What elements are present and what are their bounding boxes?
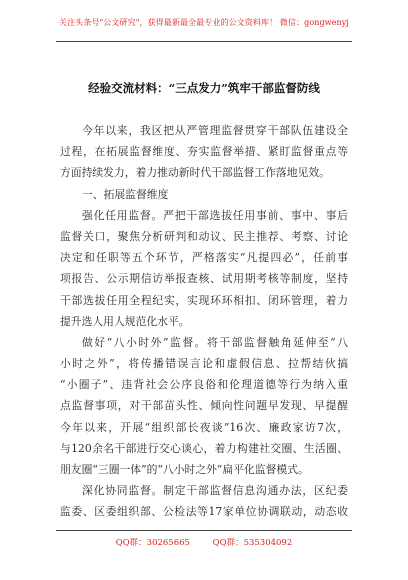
body-line: 朋友圈“三圈一体”的“八小时之外”扁平化监督模式。 (60, 463, 309, 476)
document-title: 经验交流材料：“三点发力”筑牢干部监督防线 (88, 81, 320, 95)
section-heading: 一、拓展监督维度 (82, 187, 169, 201)
footer-divider (56, 530, 352, 531)
body-line: 过程，在拓展监督维度、夯实监督举措、紧盯监督重点等 (60, 145, 348, 159)
body-line: 小时之外”，将传播错误言论和虚假信息、拉帮结伙搞 (60, 357, 348, 371)
header-promo-note: 关注头条号"公文研究"，获得最新最全最专业的公文资料库！ 微信：gongwenyj (59, 18, 349, 27)
body-line: 点监督事项，对干部苗头性、倾向性问题早发现、早提醒 (60, 399, 348, 413)
body-line: 今年以来，我区把从严管理监督贯穿干部队伍建设全 (82, 124, 348, 137)
body-line: 深化协同监督。制定干部监督信息沟通办法，区纪委 (82, 484, 348, 498)
footer-qq-group-1: QQ群：30265665 (115, 538, 190, 548)
document-body (60, 120, 348, 523)
body-line: 决定和任职等五个环节，严格落实“凡提四必”，任前事 (60, 251, 348, 265)
body-line: 提升选人用人规范化水平。 (60, 314, 190, 328)
body-line: 方面持续发力，着力推动新时代干部监督工作落地见效。 (60, 166, 330, 180)
body-line: 今年以来，开展“组织部长夜谈”16次、廉政家访7次， (60, 420, 348, 434)
body-line: 监委、区委组织部、公检法等17家单位协调联动，动态收 (60, 505, 348, 519)
body-line: “小圈子”、违背社会公序良俗和伦理道德等行为纳入重 (60, 378, 348, 392)
header-divider (56, 41, 352, 42)
footer-contact (0, 536, 408, 548)
body-line: 干部选拔任用全程纪实，实现环环相扣、闭环管理，着力 (60, 293, 348, 307)
body-line: 做好“八小时外”监督。将干部监督触角延伸至“八 (82, 335, 348, 349)
body-line: 项报告、公示期信访举报查核、试用期考核等制度，坚持 (60, 272, 348, 286)
footer-qq-group-2: QQ群：535304092 (212, 538, 293, 548)
body-line: 监督关口，聚焦分析研判和动议、民主推荐、考察、讨论 (60, 229, 348, 243)
body-line: 与120余名干部进行交心谈心，着力构建社交圈、生活圈、 (60, 441, 348, 455)
body-line: 强化任用监督。严把干部选拔任用事前、事中、事后 (82, 208, 348, 222)
